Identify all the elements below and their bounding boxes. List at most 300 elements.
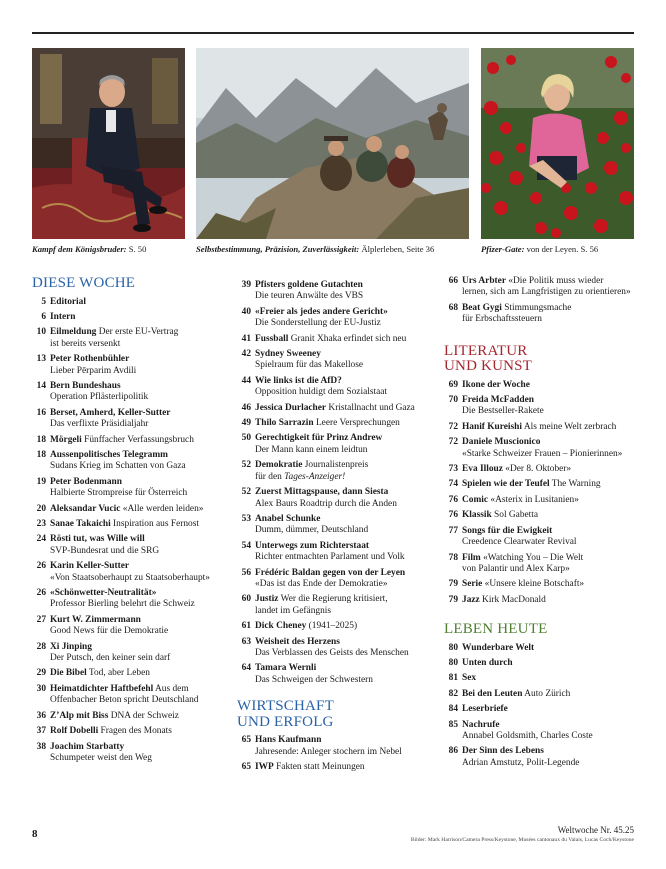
toc-keyword: Der Sinn des Lebens (462, 746, 544, 757)
toc-text (462, 553, 636, 576)
toc-description: Inspiration aus Fernost (110, 519, 199, 529)
toc-entry[interactable] (444, 479, 636, 490)
toc-subtitle: Professor Bierling belehrt die Schweiz (50, 599, 195, 610)
toc-entry[interactable] (237, 376, 427, 399)
toc-subtitle: Halbierte Strompreise für Österreich (50, 488, 188, 499)
toc-page-number: 13 (36, 354, 46, 365)
toc-keyword: Ikone der Woche (462, 379, 530, 390)
toc-page-number: 82 (448, 688, 458, 699)
toc-page-number: 77 (448, 525, 458, 536)
toc-page-number: 65 (241, 735, 251, 746)
toc-description: Stimmungsmache (501, 302, 572, 313)
toc-description: «Asterix in Lusitanien» (488, 494, 579, 505)
toc-keyword: Film (462, 552, 481, 563)
toc-keyword: Unterwegs zum Richterstaat (255, 540, 370, 551)
toc-keyword: Peter Bodenmann (50, 476, 122, 487)
toc-description: DNA der Schweiz (108, 710, 179, 721)
toc-text (50, 588, 216, 611)
toc-entry[interactable] (32, 534, 216, 557)
toc-text (462, 746, 636, 769)
toc-entry[interactable] (237, 735, 427, 758)
toc-text (255, 307, 427, 330)
toc-entry[interactable] (32, 588, 216, 611)
toc-entry[interactable] (444, 495, 636, 506)
column-middle (237, 280, 427, 773)
toc-page-number: 76 (448, 510, 458, 521)
toc-page-number: 42 (241, 349, 251, 360)
photo-von-der-leyen (481, 48, 634, 239)
toc-entry[interactable] (237, 307, 427, 330)
toc-text (462, 689, 636, 700)
section-literatur-line1: LITERATUR (444, 342, 528, 359)
toc-page-number: 41 (241, 333, 251, 344)
toc-subtitle: lernen, sich am Langfristigen zu orientieren» (462, 287, 631, 298)
toc-keyword: Die Bibel (50, 668, 87, 679)
toc-keyword: Z’Alp mit Biss (50, 710, 109, 721)
toc-keyword: Eilmeldung (50, 327, 97, 338)
toc-subtitle: Richter entmachten Parlament und Volk (255, 552, 405, 563)
toc-text (50, 477, 216, 500)
toc-page-number: 18 (36, 449, 46, 460)
toc-text (50, 381, 216, 404)
issue-label: Weltwoche Nr. 45.25 (557, 825, 634, 835)
toc-description: Kirk MacDonald (479, 594, 546, 605)
toc-text (462, 495, 636, 506)
toc-keyword: Weisheit des Herzens (255, 636, 340, 647)
toc-text (255, 735, 427, 758)
caption-title: Pfizer-Gate: (481, 244, 525, 254)
toc-keyword: Thilo Sarrazin (255, 418, 314, 429)
toc-keyword: Aleksandar Vucic (50, 503, 121, 514)
toc-entry[interactable] (32, 742, 216, 765)
toc-keyword: Urs Arbter (462, 276, 506, 286)
prince-andrew-illustration (32, 48, 185, 239)
toc-page-number: 73 (448, 464, 458, 475)
toc-entry[interactable] (444, 673, 636, 684)
toc-page-number: 46 (241, 402, 251, 413)
toc-text (462, 395, 636, 418)
toc-subtitle: Schumpeter weist den Weg (50, 752, 152, 763)
toc-keyword: Joachim Starbatty (50, 741, 125, 752)
toc-entry[interactable] (237, 280, 427, 303)
toc-keyword: Demokratie (255, 460, 303, 471)
toc-page-number: 44 (241, 375, 251, 386)
toc-page-number: 23 (36, 519, 46, 529)
toc-subtitle: Lieber Pērparim Avdili (50, 365, 137, 376)
toc-list-middle (237, 280, 427, 686)
toc-entry[interactable] (237, 637, 427, 660)
toc-keyword: Wie links ist die AfD? (255, 375, 342, 386)
toc-subtitle: für den Tages-Anzeiger! (255, 471, 346, 482)
toc-entry[interactable] (32, 435, 216, 446)
toc-entry[interactable] (32, 684, 216, 707)
caption-1 (32, 244, 146, 255)
toc-entry[interactable] (237, 433, 427, 456)
toc-keyword: Berset, Amherd, Keller-Sutter (50, 407, 171, 418)
toc-entry[interactable] (444, 595, 636, 606)
toc-page-number: 79 (448, 594, 458, 605)
toc-keyword: Beat Gygi (462, 302, 502, 313)
toc-page-number: 26 (36, 588, 46, 599)
toc-page-number: 80 (448, 642, 458, 653)
toc-page-number: 36 (36, 710, 46, 721)
toc-keyword: Heimatdichter Haftbefehl (50, 683, 154, 694)
toc-text (255, 621, 427, 632)
section-diese-woche: DIESE WOCHE (32, 275, 136, 291)
toc-entry[interactable] (237, 514, 427, 537)
toc-keyword: Xi Jinping (50, 641, 92, 652)
toc-entry[interactable] (444, 422, 636, 433)
page-number: 8 (32, 828, 38, 840)
toc-page-number: 19 (36, 476, 46, 487)
toc-entry[interactable] (32, 711, 216, 722)
toc-keyword: Bei den Leuten (462, 688, 523, 699)
toc-keyword: «Schönwetter-Neutralität» (50, 588, 157, 599)
toc-text (462, 437, 636, 460)
toc-page-number: 53 (241, 513, 251, 524)
section-leben-heute: LEBEN HEUTE (444, 621, 548, 638)
toc-keyword: Karin Keller-Sutter (50, 561, 130, 572)
toc-page-number: 76 (448, 494, 458, 505)
toc-page-number: 65 (241, 762, 251, 772)
toc-keyword: Kurt W. Zimmermann (50, 614, 141, 625)
toc-text (462, 720, 636, 743)
toc-text (462, 464, 636, 475)
toc-text (50, 726, 216, 737)
toc-description: Kristallnacht und Gaza (326, 402, 415, 413)
toc-keyword: IWP (255, 762, 274, 772)
toc-text (255, 487, 427, 510)
toc-page-number: 52 (241, 487, 251, 498)
toc-keyword: Serie (462, 579, 483, 590)
toc-page-number: 79 (448, 579, 458, 590)
toc-page-number: 24 (36, 534, 46, 545)
toc-text (50, 668, 216, 679)
toc-entry[interactable] (32, 504, 216, 515)
toc-entry[interactable] (237, 487, 427, 510)
toc-keyword: Comic (462, 494, 489, 505)
toc-entry[interactable] (32, 354, 216, 377)
toc-page-number: 63 (241, 636, 251, 647)
toc-entry[interactable] (237, 762, 427, 773)
toc-page-number: 50 (241, 433, 251, 444)
toc-text (462, 479, 636, 490)
toc-subtitle: SVP-Bundesrat und die SRG (50, 545, 160, 556)
toc-page-number: 70 (448, 395, 458, 406)
toc-description: Tod, aber Leben (86, 668, 150, 679)
toc-text (50, 642, 216, 665)
toc-keyword: Nachrufe (462, 719, 500, 730)
toc-description: Leere Versprechungen (313, 418, 400, 429)
toc-keyword: Wunderbare Welt (462, 642, 535, 653)
toc-entry[interactable] (444, 526, 636, 549)
toc-page-number: 78 (448, 552, 458, 563)
toc-text (462, 595, 636, 606)
toc-keyword: «Freier als jedes andere Gericht» (255, 306, 388, 317)
toc-keyword: Dick Cheney (255, 621, 307, 632)
toc-entry[interactable] (444, 746, 636, 769)
toc-keyword: Zuerst Mittagspause, dann Siesta (255, 487, 389, 498)
toc-entry[interactable] (237, 418, 427, 429)
top-rule (32, 32, 634, 34)
toc-subtitle: Spielraum für das Makellose (255, 360, 364, 371)
toc-page-number: 54 (241, 540, 251, 551)
toc-keyword: Sex (462, 673, 477, 684)
section-wirtschaft (237, 699, 427, 730)
toc-entry[interactable] (32, 477, 216, 500)
toc-entry[interactable] (32, 408, 216, 431)
toc-keyword: Eva Illouz (462, 464, 503, 475)
caption-text: Älplerleben, Seite 36 (359, 244, 435, 254)
toc-subtitle: «Das ist das Ende der Demokratie» (255, 578, 388, 589)
toc-subtitle: landet im Gefängnis (255, 605, 332, 616)
toc-page-number: 26 (36, 561, 46, 572)
toc-text (50, 561, 216, 584)
toc-page-number: 56 (241, 567, 251, 578)
toc-subtitle: Das Verblassen des Geists des Menschen (255, 647, 409, 658)
toc-text (50, 615, 216, 638)
toc-text (255, 594, 427, 617)
toc-keyword: Bern Bundeshaus (50, 380, 121, 391)
toc-keyword: Jazz (462, 594, 480, 605)
toc-subtitle: Die teuren Anwälte des VBS (255, 291, 364, 302)
toc-page-number: 69 (448, 379, 458, 390)
toc-text (50, 519, 216, 530)
toc-text (50, 327, 216, 350)
toc-page-number: 20 (36, 503, 46, 514)
toc-page-number: 30 (36, 683, 46, 694)
toc-page-number: 66 (448, 276, 458, 286)
toc-page-number: 80 (448, 658, 458, 669)
toc-text (462, 658, 636, 669)
toc-keyword: Sanae Takaichi (50, 519, 111, 529)
toc-entry[interactable] (237, 460, 427, 483)
toc-text (50, 504, 216, 515)
toc-description: «Alle werden leiden» (120, 503, 204, 514)
toc-page-number: 10 (36, 327, 46, 338)
toc-entry[interactable] (32, 519, 216, 530)
caption-text: S. 50 (126, 244, 147, 254)
toc-keyword: Hanif Kureishi (462, 421, 522, 432)
toc-subtitle: Adrian Amstutz, Polit-Legende (462, 757, 580, 768)
toc-keyword: Justiz (255, 594, 279, 605)
alpine-painting-illustration (196, 48, 469, 239)
section-literatur-line2: UND KUNST (444, 358, 533, 375)
toc-keyword: Freida McFadden (462, 395, 534, 406)
toc-description: (1941–2025) (306, 621, 358, 632)
toc-page-number: 5 (41, 296, 46, 307)
toc-entry[interactable] (32, 381, 216, 404)
toc-description: Wer die Regierung kritisiert, (278, 594, 388, 605)
toc-description: «Watching You – Die Welt (480, 552, 584, 563)
toc-entry[interactable] (444, 437, 636, 460)
toc-text (255, 460, 427, 483)
toc-description: Fünffacher Verfassungsbruch (81, 434, 194, 445)
toc-page-number: 61 (241, 621, 251, 632)
toc-page-number: 18 (36, 434, 46, 445)
toc-text (50, 354, 216, 377)
toc-entry[interactable] (32, 297, 216, 308)
toc-keyword: Daniele Muscionico (462, 437, 541, 448)
toc-page-number: 64 (241, 663, 251, 674)
toc-entry[interactable] (444, 553, 636, 576)
photo-alpine-painting (196, 48, 469, 239)
caption-2 (196, 244, 434, 255)
toc-subtitle: Der Mann kann einem leidtun (255, 444, 368, 455)
caption-text: von der Leyen. S. 56 (524, 244, 599, 254)
toc-keyword: Editorial (50, 296, 86, 307)
toc-subtitle: Offenbacher Beton spricht Deutschland (50, 695, 199, 706)
toc-entry[interactable] (444, 464, 636, 475)
toc-page-number: 84 (448, 704, 458, 715)
toc-list-leben (444, 643, 636, 770)
section-wirtschaft-line2: UND ERFOLG (237, 713, 334, 730)
toc-entry[interactable] (444, 720, 636, 743)
toc-entry[interactable] (237, 334, 427, 345)
toc-description: «Die Politik muss wieder (506, 276, 604, 286)
toc-subtitle: Creedence Clearwater Revival (462, 537, 577, 548)
toc-subtitle: Jahresende: Anleger stochern im Nebel (255, 746, 402, 757)
toc-subtitle: ist bereits versenkt (50, 338, 121, 349)
toc-text (255, 663, 427, 686)
toc-entry[interactable] (237, 349, 427, 372)
toc-entry[interactable] (32, 312, 216, 323)
toc-subtitle: Die Bestseller-Rakete (462, 406, 544, 417)
toc-subtitle: Sudans Krieg im Schatten von Gaza (50, 461, 186, 472)
toc-text (255, 762, 427, 773)
toc-keyword: Rolf Dobelli (50, 726, 99, 737)
toc-text (462, 510, 636, 521)
toc-keyword: Pfisters goldene Gutachten (255, 280, 363, 290)
toc-subtitle: Opposition huldigt dem Sozialstaat (255, 387, 388, 398)
toc-text (50, 711, 216, 722)
caption-title: Kampf dem Königsbruder: (32, 244, 127, 254)
toc-subtitle: Operation Pflästerlipolitik (50, 392, 149, 403)
toc-entry[interactable] (444, 658, 636, 669)
toc-entry[interactable] (237, 403, 427, 414)
toc-keyword: Unten durch (462, 658, 513, 669)
toc-description: Der erste EU-Vertrag (96, 327, 179, 338)
toc-text (255, 637, 427, 660)
toc-text (255, 541, 427, 564)
toc-page-number: 52 (241, 460, 251, 471)
toc-subtitle: «Starke Schweizer Frauen – Pionierinnen» (462, 448, 623, 459)
toc-text (255, 334, 427, 345)
toc-page-number: 14 (36, 380, 46, 391)
toc-text (462, 526, 636, 549)
toc-keyword: Sydney Sweeney (255, 349, 321, 360)
toc-text (50, 534, 216, 557)
toc-keyword: Peter Rothenbühler (50, 354, 130, 365)
toc-keyword: Jessica Durlacher (255, 402, 327, 413)
toc-list-literatur (444, 380, 636, 607)
toc-entry[interactable] (444, 704, 636, 715)
toc-entry[interactable] (237, 621, 427, 632)
toc-keyword: Hans Kaufmann (255, 735, 322, 746)
toc-description: Journalistenpreis (302, 460, 369, 471)
toc-page-number: 72 (448, 421, 458, 432)
toc-entry[interactable] (32, 561, 216, 584)
toc-entry[interactable] (444, 689, 636, 700)
toc-text (255, 568, 427, 591)
photo-credits: Bilder: Mark Harrison/Camera Press/Keystone, Musées cantonaux du Valais, Lucas Coch/Keystone (410, 837, 634, 843)
toc-subtitle: Good News für die Demokratie (50, 626, 169, 637)
toc-entry[interactable] (32, 450, 216, 473)
toc-page-number: 27 (36, 614, 46, 625)
toc-description: Fakten statt Meinungen (273, 762, 365, 772)
toc-entry[interactable] (237, 663, 427, 686)
toc-entry[interactable] (237, 541, 427, 564)
toc-entry[interactable] (444, 303, 636, 326)
toc-list-wirtschaft (237, 735, 427, 773)
toc-text (50, 742, 216, 765)
toc-page-number: 28 (36, 641, 46, 652)
toc-entry[interactable] (444, 579, 636, 590)
toc-subtitle: für Erbschaftssteuern (462, 314, 542, 325)
toc-subtitle: Das Schweigen der Schwestern (255, 674, 373, 685)
section-literatur (444, 344, 636, 375)
toc-page-number: 81 (448, 673, 458, 684)
toc-entry[interactable] (32, 327, 216, 350)
toc-entry[interactable] (444, 510, 636, 521)
toc-page-number: 60 (241, 594, 251, 605)
toc-page-number: 72 (448, 437, 458, 448)
toc-entry[interactable] (444, 395, 636, 418)
toc-text (255, 349, 427, 372)
toc-page-number: 39 (241, 280, 251, 290)
toc-entry[interactable] (32, 642, 216, 665)
toc-entry[interactable] (237, 594, 427, 617)
toc-text (255, 514, 427, 537)
toc-entry[interactable] (444, 380, 636, 391)
toc-entry[interactable] (444, 643, 636, 654)
toc-entry[interactable] (32, 668, 216, 679)
photo-prince-andrew (32, 48, 185, 239)
toc-description: Granit Xhaka erfindet sich neu (288, 333, 407, 344)
toc-keyword: Leserbriefe (462, 704, 508, 715)
toc-keyword: Klassik (462, 510, 492, 521)
toc-page-number: 74 (448, 479, 458, 490)
toc-subtitle: Der Putsch, den keiner sein darf (50, 653, 171, 664)
toc-text (462, 422, 636, 433)
column-left (32, 276, 216, 764)
toc-entry[interactable] (32, 726, 216, 737)
toc-text (50, 435, 216, 446)
caption-title: Selbstbestimmung, Präzision, Zuverlässigkeit: (196, 244, 360, 254)
section-wirtschaft-line1: WIRTSCHAFT (237, 698, 334, 715)
toc-description: «Der 8. Oktober» (502, 464, 572, 475)
toc-text (50, 312, 216, 323)
toc-text (462, 303, 636, 326)
toc-keyword: Tamara Wernli (255, 663, 317, 674)
toc-subtitle: Die Sonderstellung der EU-Justiz (255, 318, 381, 329)
toc-page-number: 37 (36, 726, 46, 737)
toc-text (50, 297, 216, 308)
toc-entry[interactable] (237, 568, 427, 591)
toc-page-number: 86 (448, 746, 458, 757)
toc-text (462, 380, 636, 391)
toc-text (462, 579, 636, 590)
toc-entry[interactable] (444, 276, 636, 299)
caption-3 (481, 244, 598, 255)
toc-subtitle: Das verflixte Präsidialjahr (50, 419, 149, 430)
toc-entry[interactable] (32, 615, 216, 638)
toc-keyword: Fussball (255, 333, 289, 344)
toc-text (462, 704, 636, 715)
toc-text (462, 276, 636, 299)
toc-text (462, 643, 636, 654)
toc-text (50, 408, 216, 431)
